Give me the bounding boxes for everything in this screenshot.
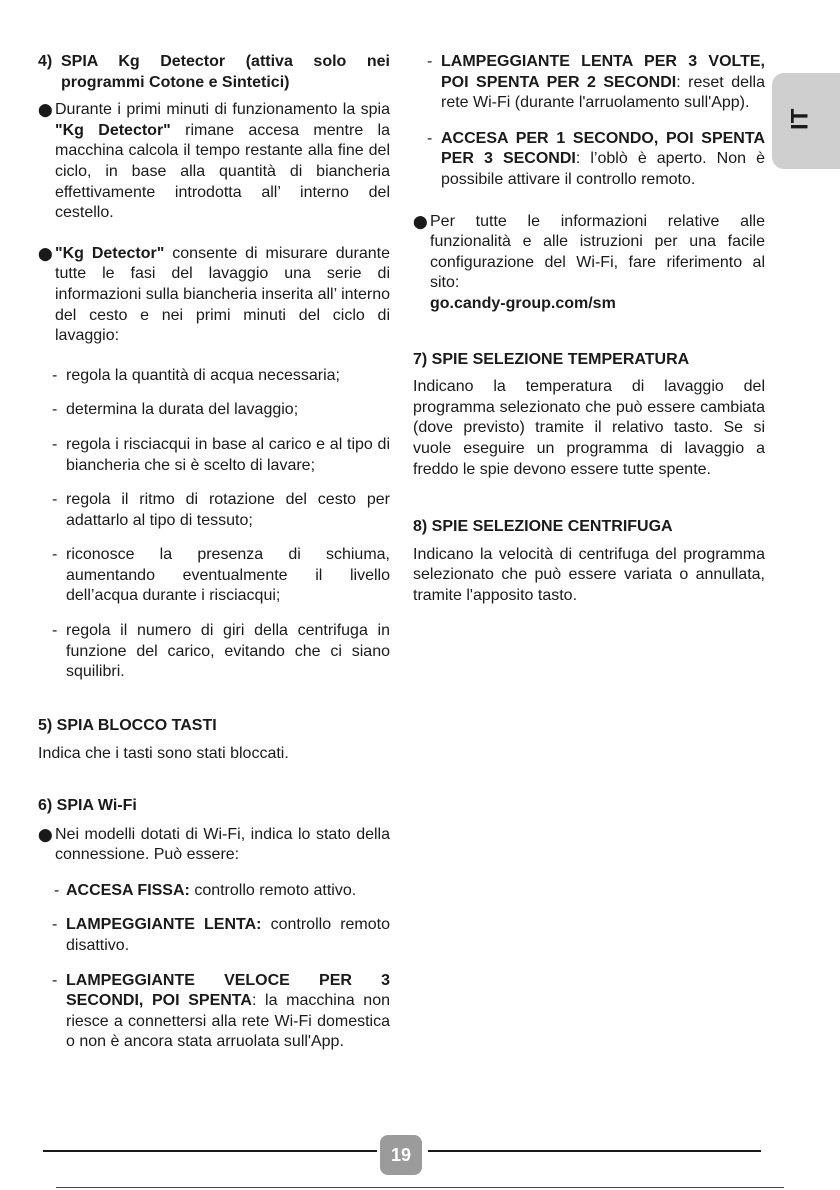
- footer-rule-right: [428, 1150, 761, 1152]
- section-4-heading: [38, 52, 390, 93]
- wifi-info-text: Per tutte le informazioni relative alle funzionalità e alle istruzioni per una facile configurazione del Wi-Fi, fare riferimento al sito:: [430, 212, 765, 292]
- section-5-title: 5) SPIA BLOCCO TASTI: [38, 716, 217, 734]
- right-column: [413, 52, 765, 606]
- list-item: - regola il numero di giri della centrifuga in funzione del carico, evitando che ci siano squilibri.: [52, 622, 390, 681]
- page-number-badge: 19: [380, 1135, 422, 1175]
- list-item: - LAMPEGGIANTE LENTA PER 3 VOLTE, POI SPENTA PER 2 SECONDI: reset della rete Wi-Fi (durante l'arruolamento sull'App).: [427, 53, 766, 112]
- list-item: - riconosce la presenza di schiuma, aumentando eventualmente il livello dell’acqua durante i risciacqui;: [52, 546, 390, 605]
- footer-rule-left: [43, 1150, 377, 1152]
- s4-bullet-1: [38, 100, 390, 224]
- list-item: - regola il ritmo di rotazione del cesto per adattarlo al tipo di tessuto;: [52, 491, 390, 529]
- section-8-title: 8) SPIE SELEZIONE CENTRIFUGA: [413, 518, 673, 536]
- section-6-title: 6) SPIA Wi-Fi: [38, 797, 137, 815]
- kg-detector-label-2: "Kg Detector": [55, 244, 165, 262]
- s4-bullet-1-rest: rimane accesa mentre la macchina calcola il tempo restante alla fine del ciclo, in base alla quantità di biancheria effettivamente introdotta all’ interno del cestello.: [55, 121, 391, 222]
- section-4-title: SPIA Kg Detector (attiva solo nei programmi Cotone e Sintetici): [61, 53, 390, 91]
- bullet-icon: ⬤: [38, 102, 53, 118]
- section-4-number: 4): [38, 53, 53, 70]
- bottom-rule: [56, 1187, 784, 1188]
- list-item: - LAMPEGGIANTE LENTA: controllo remoto disattivo.: [52, 916, 390, 954]
- list-item: - LAMPEGGIANTE VELOCE PER 3 SECONDI, POI SPENTA: la macchina non riesce a connettersi alla rete Wi-Fi domestica o non è ancora stata arruolata sull'App.: [52, 971, 391, 1051]
- bullet-icon: ⬤: [413, 213, 428, 229]
- kg-detector-label: "Kg Detector": [55, 121, 171, 139]
- s6-bullet: ⬤ Nei modelli dotati di Wi-Fi, indica lo stato della connessione. Può essere:: [38, 825, 390, 866]
- support-link[interactable]: go.candy-group.com/sm: [430, 294, 616, 312]
- section-7-body: Indicano la temperatura di lavaggio del programma selezionato che può essere cambiata (dove previsto) tramite il relativo tasto. Se si vuole eseguire un programma di lavaggio a freddo le spie devono essere tutte spente.: [413, 378, 765, 478]
- language-tab: [772, 73, 840, 169]
- section-8-body: Indicano la velocità di centrifuga del programma selezionato che può essere variata o annullata, tramite l'apposito tasto.: [413, 545, 765, 604]
- list-item: - regola i risciacqui in base al carico e al tipo di biancheria che si è scelto di lavare;: [52, 435, 390, 474]
- wifi-info-bullet: [413, 212, 765, 315]
- left-column: [38, 52, 390, 1053]
- section-5-body: Indica che i tasti sono stati bloccati.: [38, 745, 289, 763]
- list-item: - ACCESA FISSA: controllo remoto attivo.: [54, 881, 357, 899]
- list-item: - determina la durata del lavaggio;: [52, 401, 299, 419]
- s4-bullet-1-text: Durante i primi minuti di funzionamento la spia: [55, 101, 390, 119]
- section-7-title: 7) SPIE SELEZIONE TEMPERATURA: [413, 350, 690, 368]
- s4-bullet-2-rest: consente di misurare durante tutte le fasi del lavaggio una serie di informazioni sulla biancheria inserita all’ interno del cesto e nei primi minuti del ciclo di lavaggio:: [55, 244, 390, 345]
- language-tab-label: IT: [786, 108, 814, 130]
- list-item: - ACCESA PER 1 SECONDO, POI SPENTA PER 3 SECONDI: l’oblò è aperto. Non è possibile attivare il controllo remoto.: [427, 129, 765, 188]
- bullet-icon: ⬤: [38, 245, 53, 261]
- list-item: - regola la quantità di acqua necessaria;: [52, 366, 340, 384]
- s4-bullet-2: [38, 244, 390, 347]
- bullet-icon: ⬤: [38, 826, 53, 842]
